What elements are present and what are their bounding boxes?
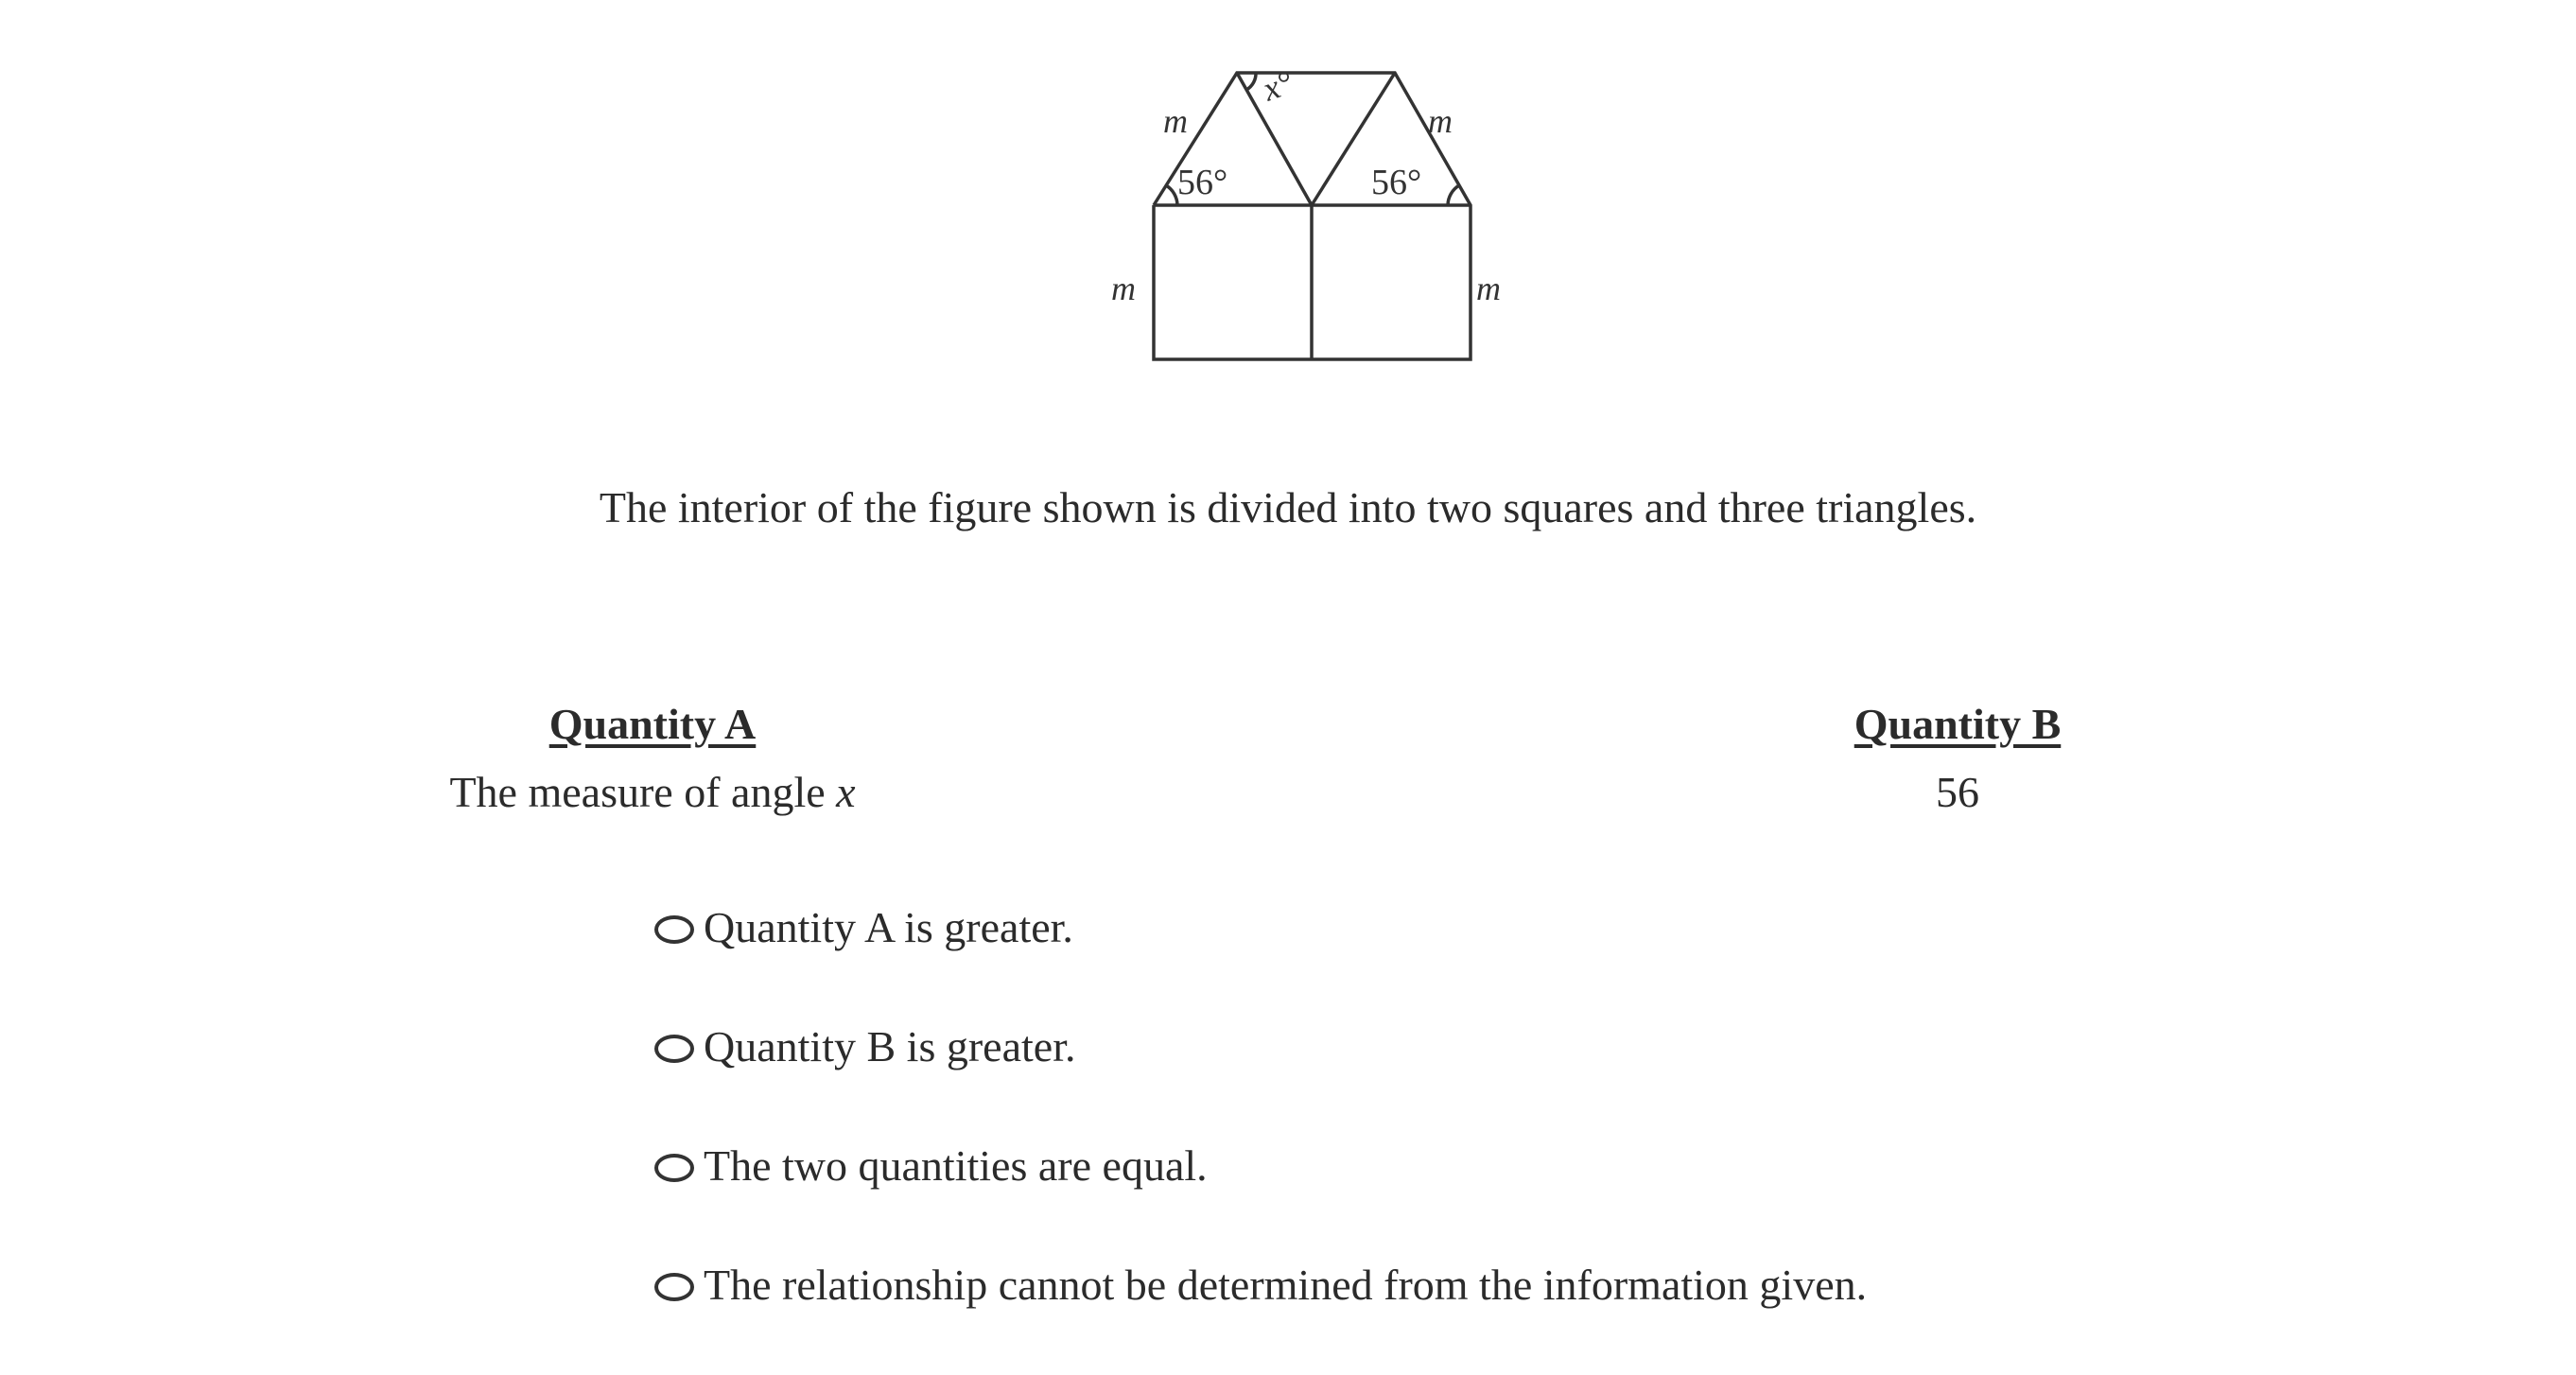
quantity-a-value-text: The measure of angle bbox=[449, 768, 837, 816]
left-slant-label: m bbox=[1163, 102, 1188, 140]
quantity-a-column bbox=[435, 697, 870, 820]
quantity-a-variable: x bbox=[836, 768, 856, 816]
quantity-b-heading: Quantity B bbox=[1854, 700, 2062, 748]
quantity-a-heading: Quantity A bbox=[548, 700, 757, 748]
choice-label: Quantity B is greater. bbox=[704, 1021, 1076, 1070]
right-square-label: m bbox=[1476, 270, 1501, 307]
quantity-a-value bbox=[435, 765, 870, 820]
geometry-figure bbox=[1083, 52, 1527, 374]
choice-label: Quantity A is greater. bbox=[704, 902, 1073, 951]
figure-drawing bbox=[1083, 52, 1527, 374]
right-slant-label: m bbox=[1428, 102, 1453, 140]
left-base-angle-label: 56° bbox=[1177, 163, 1228, 202]
radio-button[interactable] bbox=[654, 1035, 694, 1063]
apex-angle-arc bbox=[1246, 73, 1256, 90]
radio-button[interactable] bbox=[654, 1273, 694, 1301]
quantity-b-column bbox=[1740, 697, 2175, 820]
right-angle-arc bbox=[1448, 185, 1459, 205]
answer-choices bbox=[654, 898, 1867, 1375]
choice-label: The relationship cannot be determined from the information given. bbox=[704, 1260, 1868, 1309]
choice-b-greater[interactable] bbox=[654, 1018, 1867, 1074]
radio-button[interactable] bbox=[654, 915, 694, 944]
problem-description: The interior of the figure shown is divided into two squares and three triangles. bbox=[599, 483, 1977, 531]
choice-a-greater[interactable] bbox=[654, 898, 1867, 955]
apex-angle-label: x° bbox=[1258, 62, 1298, 109]
quantity-b-value: 56 bbox=[1936, 768, 1979, 816]
choice-cannot-determine[interactable] bbox=[654, 1256, 1867, 1313]
choice-label: The two quantities are equal. bbox=[704, 1140, 1208, 1190]
left-square-label: m bbox=[1111, 270, 1136, 307]
left-angle-arc bbox=[1166, 185, 1177, 205]
radio-button[interactable] bbox=[654, 1154, 694, 1182]
right-base-angle-label: 56° bbox=[1371, 163, 1422, 202]
choice-equal[interactable] bbox=[654, 1137, 1867, 1193]
